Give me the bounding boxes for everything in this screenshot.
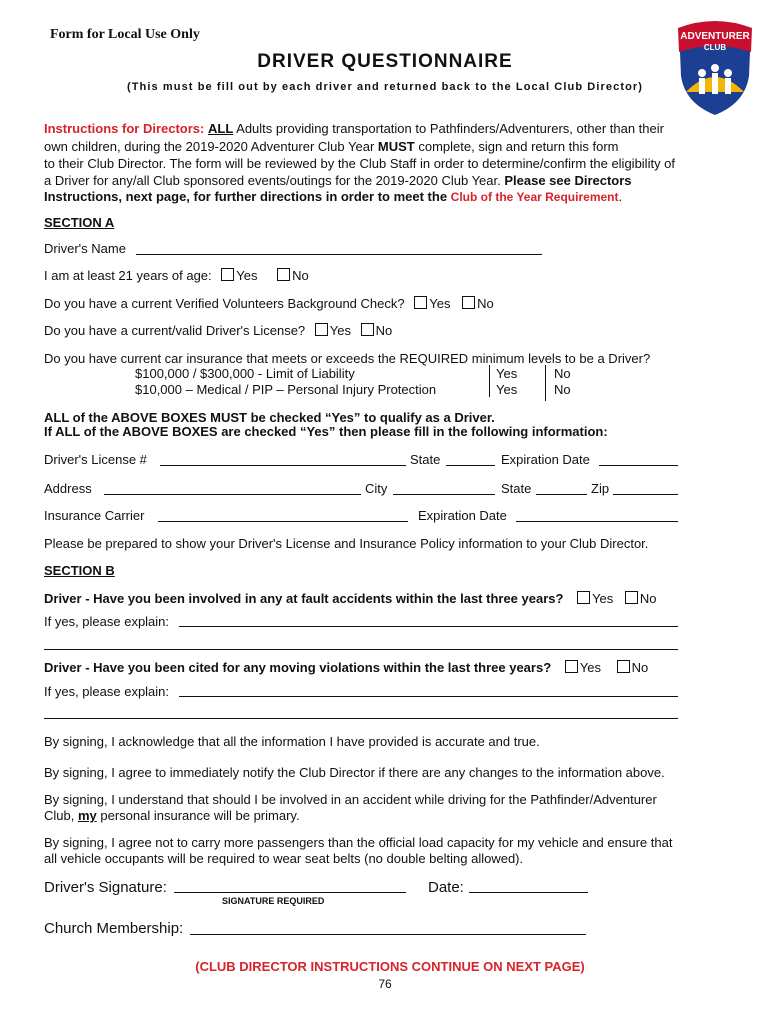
license-no-checkbox[interactable] xyxy=(361,323,374,336)
violations-question xyxy=(44,660,648,675)
logo-text-top: ADVENTURER xyxy=(680,31,750,42)
background-question-text: Do you have a current Verified Volunteers Background Check? xyxy=(44,296,405,311)
accidents-question xyxy=(44,591,657,606)
violations-question-text: Driver - Have you been cited for any moving violations within the last three years? xyxy=(44,660,552,675)
age-question-text: I am at least 21 years of age: xyxy=(44,268,212,283)
agreement-club: Club, xyxy=(44,808,78,823)
license-question xyxy=(44,323,392,338)
date-field[interactable] xyxy=(469,892,588,893)
violations-yes-label: Yes xyxy=(579,660,601,675)
prepared-note: Please be prepared to show your Driver's License and Insurance Policy information to your Club Director. xyxy=(44,536,649,551)
city-field[interactable] xyxy=(393,494,495,495)
liability-no[interactable]: No xyxy=(554,366,571,381)
logo-text-bottom: CLUB xyxy=(703,43,727,52)
instructions-text-4a: a Driver for any/all Club sponsored events/outings for the 2019-2020 Club Year. xyxy=(44,173,505,188)
address-state-label: State xyxy=(501,481,532,496)
violations-no-label: No xyxy=(631,660,649,675)
instructions-label: Instructions for Directors: xyxy=(44,121,205,136)
section-a-heading: SECTION A xyxy=(44,215,115,230)
agreement-primary: personal insurance will be primary. xyxy=(96,808,300,823)
qualify-warning: ALL of the ABOVE BOXES MUST be checked “Yes” to qualify as a Driver. xyxy=(44,410,495,425)
instructions-must: MUST xyxy=(377,139,415,154)
medical-no[interactable]: No xyxy=(554,382,571,397)
agreement-my: my xyxy=(77,808,97,823)
page-number: 76 xyxy=(378,977,392,991)
instructions-text-4b: Please see Directors xyxy=(504,173,632,188)
age-yes-label: Yes xyxy=(236,268,258,283)
license-no-label: No xyxy=(375,323,393,338)
adventurer-club-logo xyxy=(672,18,758,118)
background-no-label: No xyxy=(477,296,494,311)
license-expiration-label: Expiration Date xyxy=(501,452,590,467)
accidents-question-text: Driver - Have you been involved in any at fault accidents within the last three years? xyxy=(44,591,564,606)
fill-info-instruction: If ALL of the ABOVE BOXES are checked “Yes” then please fill in the following information: xyxy=(44,424,608,439)
instructions-line-2 xyxy=(44,139,619,154)
violations-explain-label: If yes, please explain: xyxy=(44,684,170,699)
instructions-text-1: Adults providing transportation to Pathfinders/Adventurers, other than their xyxy=(233,121,664,136)
address-field[interactable] xyxy=(104,494,361,495)
instructions-all: ALL xyxy=(207,121,234,136)
instructions-text-2b: complete, sign and return this form xyxy=(414,139,619,154)
continue-note: (CLUB DIRECTOR INSTRUCTIONS CONTINUE ON NEXT PAGE) xyxy=(195,959,585,974)
instructions-line-4 xyxy=(44,173,632,188)
agreement-notify: By signing, I agree to immediately notify the Club Director if there are any changes to the information above. xyxy=(44,765,665,780)
instructions-line-1 xyxy=(44,121,664,136)
age-no-label: No xyxy=(292,268,309,283)
accidents-explain-label: If yes, please explain: xyxy=(44,614,170,629)
local-use-label: Form for Local Use Only xyxy=(50,27,200,42)
church-membership-label: Church Membership: xyxy=(44,920,184,937)
signature-field[interactable] xyxy=(174,892,406,893)
drivers-name-label: Driver's Name xyxy=(44,241,126,256)
violations-yes-checkbox[interactable] xyxy=(565,660,578,673)
yes-column-divider xyxy=(489,365,490,397)
agreement-insurance-line-1: By signing, I understand that should I be involved in an accident while driving for the Pathfinder/Adventurer xyxy=(44,792,657,807)
age-yes-checkbox[interactable] xyxy=(221,268,234,281)
club-of-year-requirement: Club of the Year Requirement xyxy=(450,190,619,204)
insurance-carrier-label: Insurance Carrier xyxy=(44,508,145,523)
license-state-label: State xyxy=(410,452,441,467)
license-yes-label: Yes xyxy=(329,323,352,338)
address-label: Address xyxy=(44,481,92,496)
address-state-field[interactable] xyxy=(536,494,587,495)
insurance-question: Do you have current car insurance that meets or exceeds the REQUIRED minimum levels to be a Driver? xyxy=(44,351,651,366)
violations-explain-field-2[interactable] xyxy=(44,718,678,719)
accidents-no-checkbox[interactable] xyxy=(625,591,638,604)
background-yes-checkbox[interactable] xyxy=(414,296,427,309)
agreement-passengers-line-2: all vehicle occupants will be required to wear seat belts (no double belting allowed). xyxy=(44,851,524,866)
insurance-expiration-field[interactable] xyxy=(516,521,678,522)
page-subtitle: (This must be fill out by each driver and returned back to the Local Club Director) xyxy=(126,81,644,93)
no-column-divider xyxy=(545,365,546,401)
liability-yes[interactable]: Yes xyxy=(496,366,518,381)
accidents-explain-field-2[interactable] xyxy=(44,649,678,650)
license-number-field[interactable] xyxy=(160,465,406,466)
insurance-expiration-label: Expiration Date xyxy=(418,508,507,523)
background-no-checkbox[interactable] xyxy=(462,296,475,309)
instructions-line-5 xyxy=(44,189,622,204)
insurance-carrier-field[interactable] xyxy=(158,521,408,522)
license-state-field[interactable] xyxy=(446,465,495,466)
instructions-period: . xyxy=(618,189,623,204)
accidents-no-label: No xyxy=(639,591,657,606)
license-yes-checkbox[interactable] xyxy=(315,323,328,336)
instructions-line-3: to their Club Director. The form will be reviewed by the Club Staff in order to determine/confirm the eligibility of xyxy=(44,156,676,171)
accidents-yes-label: Yes xyxy=(592,591,614,606)
drivers-name-field[interactable] xyxy=(136,254,542,255)
instructions-text-2a: own children, during the 2019-2020 Adventurer Club Year xyxy=(44,139,378,154)
agreement-insurance-line-2 xyxy=(44,808,300,823)
violations-no-checkbox[interactable] xyxy=(617,660,630,673)
license-expiration-field[interactable] xyxy=(599,465,678,466)
city-label: City xyxy=(365,481,388,496)
accidents-yes-checkbox[interactable] xyxy=(577,591,590,604)
church-membership-field[interactable] xyxy=(190,934,586,935)
medical-label: $10,000 – Medical / PIP – Personal Injury Protection xyxy=(135,382,437,397)
agreement-accurate: By signing, I acknowledge that all the information I have provided is accurate and true. xyxy=(44,734,540,749)
section-b-heading: SECTION B xyxy=(44,563,115,578)
agreement-passengers-line-1: By signing, I agree not to carry more passengers than the official load capacity for my vehicle and ensure that xyxy=(44,835,673,850)
signature-required-note: SIGNATURE REQUIRED xyxy=(222,896,325,906)
age-no-checkbox[interactable] xyxy=(277,268,290,281)
page-title: DRIVER QUESTIONNAIRE xyxy=(257,51,513,72)
date-label: Date: xyxy=(428,879,464,896)
accidents-explain-field-1[interactable] xyxy=(179,626,678,627)
background-yes-label: Yes xyxy=(429,296,451,311)
license-question-text: Do you have a current/valid Driver's License? xyxy=(44,323,306,338)
signature-label: Driver's Signature: xyxy=(44,879,167,896)
zip-field[interactable] xyxy=(613,494,678,495)
violations-explain-field-1[interactable] xyxy=(179,696,678,697)
age-question xyxy=(44,268,309,283)
instructions-text-5a: Instructions, next page, for further directions in order to meet the xyxy=(44,189,451,204)
medical-yes[interactable]: Yes xyxy=(496,382,518,397)
license-number-label: Driver's License # xyxy=(44,452,147,467)
zip-label: Zip xyxy=(591,481,610,496)
background-question xyxy=(44,296,494,311)
liability-label: $100,000 / $300,000 - Limit of Liability xyxy=(135,366,355,381)
